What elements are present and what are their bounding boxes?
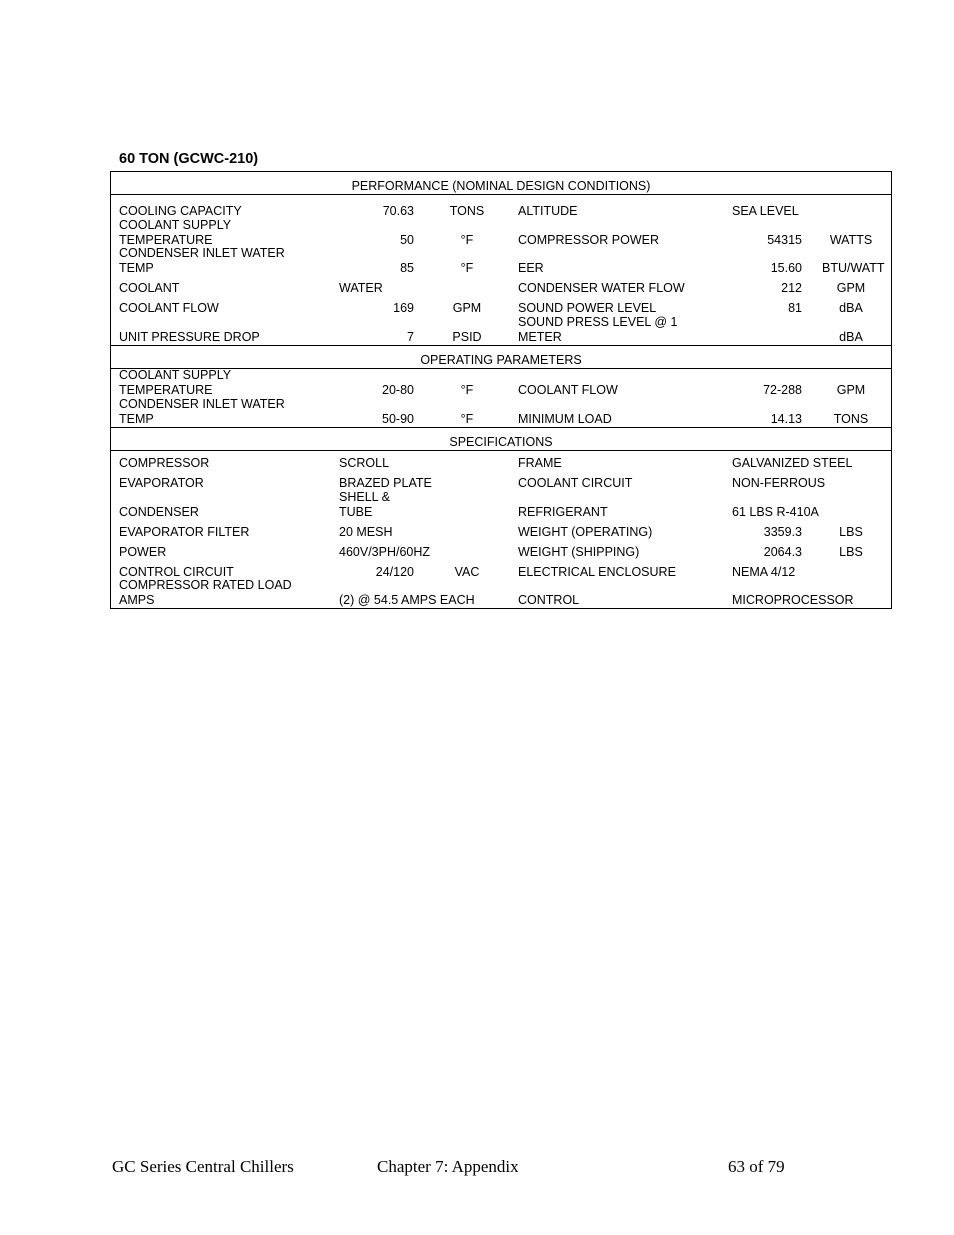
row-unit: °F [460,260,474,275]
row-unit: °F [460,232,474,247]
row-value: 169 [393,300,414,315]
row-label: CONDENSER INLET WATER TEMP [119,246,285,275]
row-value: 72-288 [763,382,802,397]
row-unit: GPM [836,280,866,295]
row-value: SCROLL [339,455,390,470]
section-heading-performance: PERFORMANCE (NOMINAL DESIGN CONDITIONS) [111,172,891,195]
row-label: MINIMUM LOAD [518,411,612,426]
row-label: COMPRESSOR POWER [518,232,659,247]
page-title: 60 TON (GCWC-210) [119,151,259,167]
table-row [111,560,891,580]
row-label: COOLANT CIRCUIT [518,475,633,490]
table-row [111,451,891,471]
row-value: 7 [407,329,414,344]
footer-chapter: Chapter 7: Appendix [377,1157,519,1176]
row-unit: BTU/WATT [822,260,885,275]
row-value: 14.13 [770,411,802,426]
row-value: 460V/3PH/60HZ [339,544,431,559]
table-row [111,580,891,608]
row-label: EER [518,260,544,275]
row-value: NEMA 4/12 [732,564,796,579]
row-value: NON-FERROUS [732,475,826,490]
row-label: COMPRESSOR RATED LOAD AMPS [119,578,292,607]
row-value: GALVANIZED STEEL [732,455,853,470]
row-label: WEIGHT (SHIPPING) [518,544,640,559]
row-value: 2064.3 [763,544,802,559]
row-value: MICROPROCESSOR [732,592,854,607]
row-unit: TONS [833,411,869,426]
section-heading-specifications: SPECIFICATIONS [111,427,891,451]
table-row [111,219,891,248]
row-label: ALTITUDE [518,203,578,218]
row-label: COOLANT FLOW [119,300,219,315]
row-value: 54315 [767,232,802,247]
row-label: REFRIGERANT [518,504,608,519]
row-value: SHELL & TUBE [339,490,390,519]
row-value: 85 [400,260,414,275]
row-unit: LBS [839,544,863,559]
table-row [111,491,891,520]
row-label: CONDENSER [119,504,199,519]
row-label: CONDENSER INLET WATER TEMP [119,397,285,426]
row-label: COOLANT [119,280,180,295]
row-label: EVAPORATOR [119,475,204,490]
row-label: COOLANT SUPPLY TEMPERATURE [119,368,232,397]
row-value: SEA LEVEL [732,203,799,218]
row-unit: dBA [839,329,863,344]
row-label: POWER [119,544,167,559]
row-value: 50 [400,232,414,247]
row-value: (2) @ 54.5 AMPS EACH [339,592,475,607]
row-value: 20-80 [382,382,414,397]
table-row [111,195,891,219]
row-label: COMPRESSOR [119,455,210,470]
row-unit: PSID [452,329,482,344]
table-row [111,471,891,491]
row-label: SOUND POWER LEVEL [518,300,657,315]
row-value: 3359.3 [763,524,802,539]
row-unit: GPM [452,300,482,315]
row-label: UNIT PRESSURE DROP [119,329,260,344]
table-row [111,276,891,296]
row-unit: °F [460,411,474,426]
row-label: WEIGHT (OPERATING) [518,524,653,539]
row-value: WATER [339,280,383,295]
footer-page-number: 63 of 79 [728,1157,785,1176]
table-row [111,520,891,540]
row-label: COOLANT FLOW [518,382,618,397]
row-label: EVAPORATOR FILTER [119,524,250,539]
table-row [111,316,891,345]
row-unit: WATTS [829,232,873,247]
row-label: CONTROL CIRCUIT [119,564,234,579]
row-unit: °F [460,382,474,397]
row-value: 61 LBS R-410A [732,504,819,519]
table-row [111,369,891,398]
table-row [111,398,891,427]
row-value: 70.63 [382,203,414,218]
row-unit: dBA [839,300,863,315]
row-unit: GPM [836,382,866,397]
table-row [111,248,891,276]
row-label: COOLING CAPACITY [119,203,242,218]
row-value: 20 MESH [339,524,393,539]
row-label: CONTROL [518,592,580,607]
footer-product-name: GC Series Central Chillers [112,1157,294,1176]
row-label: FRAME [518,455,562,470]
table-row [111,296,891,316]
row-unit: VAC [454,564,480,579]
row-value: 24/120 [375,564,414,579]
row-value: 212 [781,280,802,295]
row-label: COOLANT SUPPLY TEMPERATURE [119,218,232,247]
row-value: 81 [788,300,802,315]
section-heading-operating: OPERATING PARAMETERS [111,345,891,369]
row-unit: TONS [449,203,485,218]
row-label: CONDENSER WATER FLOW [518,280,685,295]
row-label: SOUND PRESS LEVEL @ 1 METER [518,315,678,344]
row-value: BRAZED PLATE [339,475,432,490]
row-unit: LBS [839,524,863,539]
row-value: 50-90 [382,411,414,426]
spec-table [110,171,892,609]
table-row [111,540,891,560]
row-label: ELECTRICAL ENCLOSURE [518,564,676,579]
row-value: 15.60 [770,260,802,275]
